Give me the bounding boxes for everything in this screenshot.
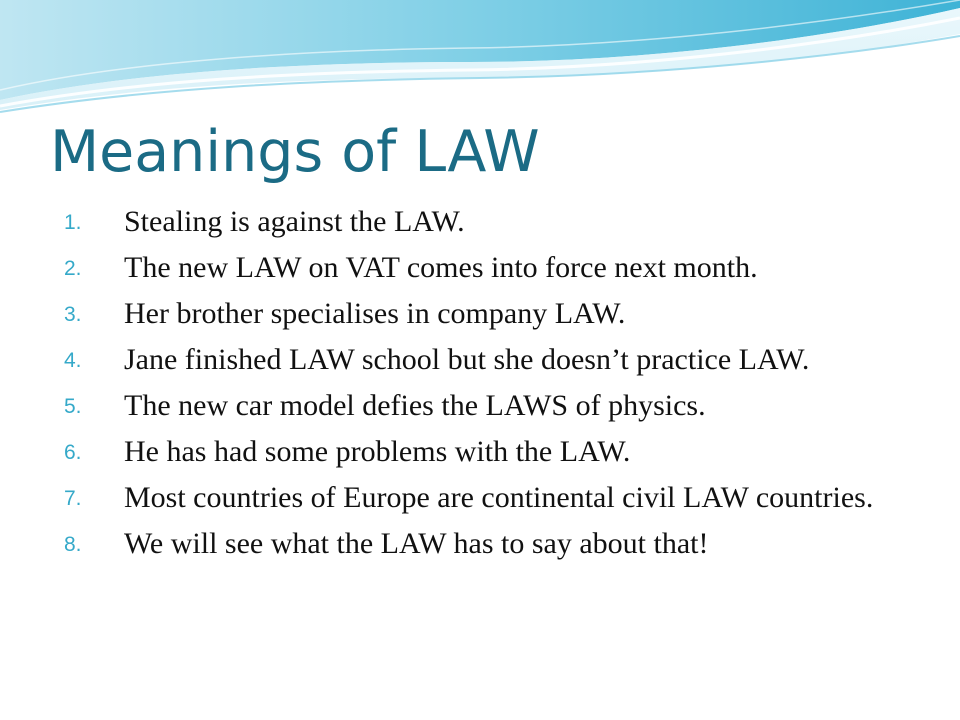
list-item <box>64 343 914 377</box>
list-item-text: The new car model defies the LAWS of physics. <box>124 389 706 422</box>
list-item-number: 4. <box>64 349 82 372</box>
list-item-number: 8. <box>64 533 82 556</box>
list-item-number: 2. <box>64 257 82 280</box>
list-item <box>64 389 914 423</box>
list-item <box>64 251 914 285</box>
list-item-text: The new LAW on VAT comes into force next month. <box>124 251 758 284</box>
list-item <box>64 435 914 469</box>
list-item-number: 7. <box>64 487 82 510</box>
slide-title: Meanings of LAW <box>50 119 540 185</box>
meanings-list <box>64 205 914 573</box>
list-item <box>64 205 914 239</box>
list-item-text: Jane finished LAW school but she doesn’t practice LAW. <box>124 343 810 376</box>
header-wave-decoration <box>0 0 960 115</box>
list-item-number: 1. <box>64 211 82 234</box>
list-item-text: Most countries of Europe are continental civil LAW countries. <box>124 481 874 514</box>
list-item <box>64 481 914 515</box>
list-item-text: We will see what the LAW has to say about that! <box>124 527 709 560</box>
list-item-text: He has had some problems with the LAW. <box>124 435 631 468</box>
list-item-text: Stealing is against the LAW. <box>124 205 465 238</box>
list-item-number: 3. <box>64 303 82 326</box>
list-item-text: Her brother specialises in company LAW. <box>124 297 626 330</box>
list-item-number: 6. <box>64 441 82 464</box>
list-item <box>64 297 914 331</box>
list-item <box>64 527 914 561</box>
list-item-number: 5. <box>64 395 82 418</box>
